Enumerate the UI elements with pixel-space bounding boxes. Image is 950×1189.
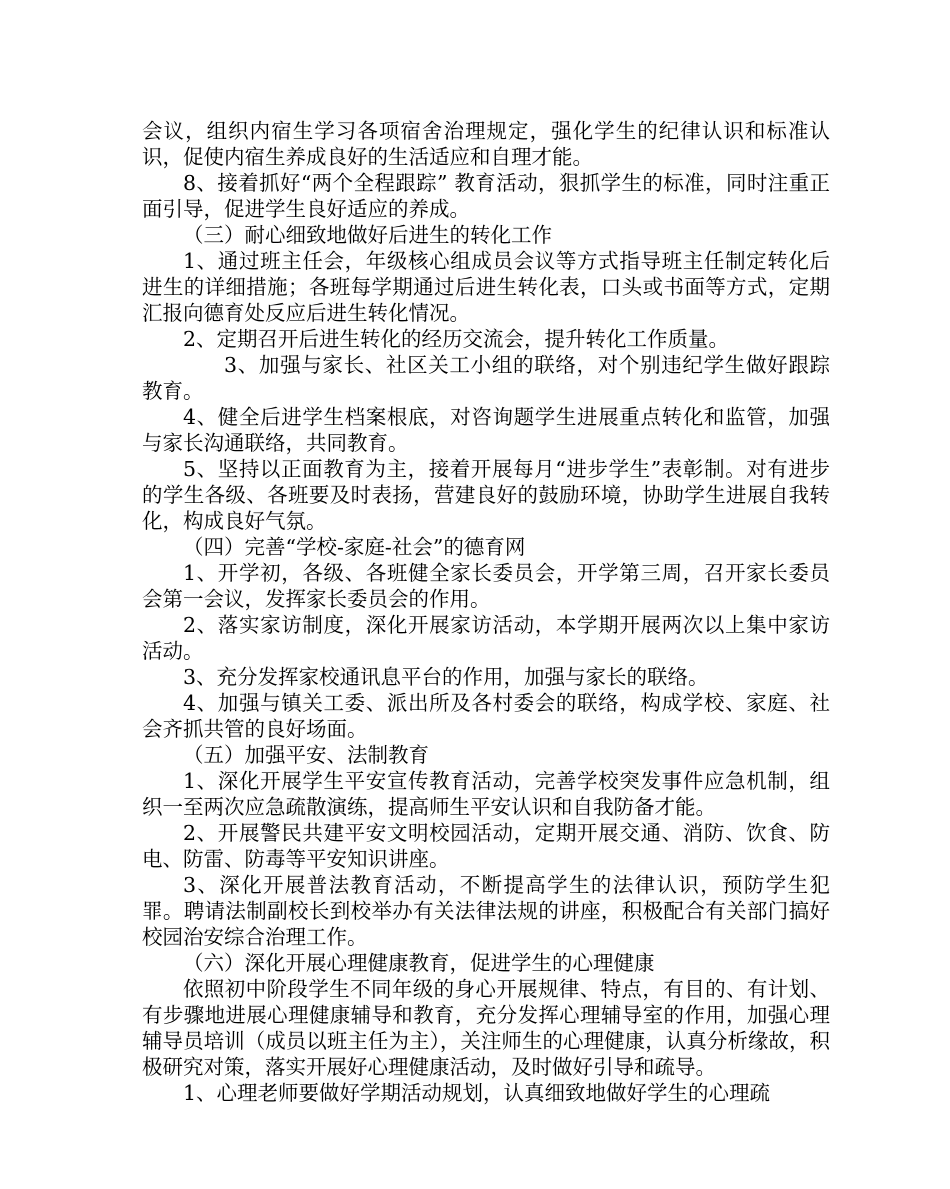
paragraph-4-4: 4、加强与镇关工委、派出所及各村委会的联络，构成学校、家庭、社会齐抓共管的良好场面。 <box>142 691 830 741</box>
section-heading-3: （三）耐心细致地做好后进生的转化工作 <box>183 223 552 247</box>
paragraph-5-1: 1、深化开展学生平安宣传教育活动，完善学校突发事件应急机制，组织一至两次应急疏散演练，提高师生平安认识和自我防备才能。 <box>142 769 830 819</box>
paragraph-4-1: 1、开学初，各级、各班健全家长委员会，开学第三周，召开家长委员会第一会议，发挥家长委员会的作用。 <box>142 561 830 611</box>
paragraph-6-1: 1、心理老师要做好学期活动规划，认真细致地做好学生的心理疏 <box>183 1081 771 1105</box>
paragraph-item-8: 8、接着抓好“两个全程跟踪” 教育活动，狠抓学生的标准，同时注重正面引导，促进学生良好适应的养成。 <box>142 171 830 221</box>
paragraph-6-intro: 依照初中阶段学生不同年级的身心开展规律、特点，有目的、有计划、有步骤地进展心理健康辅导和教育，充分发挥心理辅导室的作用，加强心理辅导员培训（成员以班主任为主），关注师生的心理健康，认真分析缘故，积极研究对策，落实开展好心理健康活动，及时做好引导和疏导。 <box>142 977 830 1079</box>
paragraph-dorm-meeting: 会议，组织内宿生学习各项宿舍治理规定，强化学生的纪律认识和标准认识，促使内宿生养成良好的生活适应和自理才能。 <box>142 119 830 169</box>
paragraph-4-3: 3、充分发挥家校通讯息平台的作用，加强与家长的联络。 <box>183 665 709 689</box>
section-heading-6: （六）深化开展心理健康教育，促进学生的心理健康 <box>183 951 655 975</box>
paragraph-3-2: 2、定期召开后进生转化的经历交流会，提升转化工作质量。 <box>183 327 730 351</box>
section-heading-5: （五）加强平安、法制教育 <box>183 743 429 767</box>
document-body <box>142 118 830 1106</box>
paragraph-3-5: 5、坚持以正面教育为主，接着开展每月“进步学生”表彰制。对有进步的学生各级、各班要及时表扬，营建良好的鼓励环境，协助学生进展自我转化，构成良好气氛。 <box>142 457 830 533</box>
paragraph-3-4: 4、健全后进学生档案根底，对咨询题学生进展重点转化和监管，加强与家长沟通联络，共同教育。 <box>142 405 830 455</box>
paragraph-3-3: 3、加强与家长、社区关工小组的联络，对个别违纪学生做好跟踪教育。 <box>142 353 830 403</box>
paragraph-3-1: 1、通过班主任会，年级核心组成员会议等方式指导班主任制定转化后进生的详细措施；各班每学期通过后进生转化表，口头或书面等方式，定期汇报向德育处反应后进生转化情况。 <box>142 249 830 325</box>
paragraph-5-2: 2、开展警民共建平安文明校园活动，定期开展交通、消防、饮食、防电、防雷、防毒等平安知识讲座。 <box>142 821 830 871</box>
section-heading-4: （四）完善“学校-家庭-社会”的德育网 <box>183 535 526 559</box>
paragraph-5-3: 3、深化开展普法教育活动，不断提高学生的法律认识，预防学生犯罪。聘请法制副校长到校举办有关法律法规的讲座，积极配合有关部门搞好校园治安综合治理工作。 <box>142 873 830 949</box>
paragraph-4-2: 2、落实家访制度，深化开展家访活动，本学期开展两次以上集中家访活动。 <box>142 613 830 663</box>
